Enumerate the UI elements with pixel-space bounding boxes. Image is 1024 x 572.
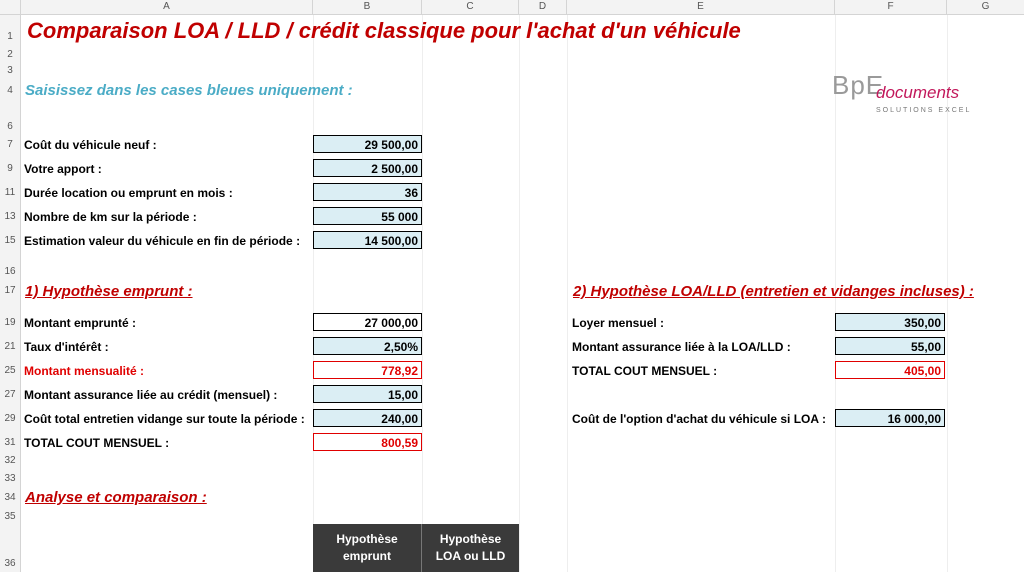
header-hypothese-loa-text: Hypothèse LOA ou LLD [435,532,506,563]
column-header-c[interactable]: C [422,0,519,14]
input-monthly-rent[interactable]: 350,00 [835,313,945,331]
input-maintenance-cost[interactable]: 240,00 [313,409,422,427]
label-purchase-option: Coût de l'option d'achat du véhicule si LOA : [572,412,826,426]
row-number[interactable]: 3 [7,65,13,76]
row-number[interactable]: 16 [4,266,16,277]
label-km: Nombre de km sur la période : [24,210,197,224]
row-number[interactable]: 36 [4,558,16,569]
column-header-f[interactable]: F [835,0,947,14]
logo-product: documents [876,83,960,102]
header-hypothese-emprunt-text: Hypothèse emprunt [336,532,398,563]
input-duration[interactable]: 36 [313,183,422,201]
input-vehicle-cost[interactable]: 29 500,00 [313,135,422,153]
label-total-loan: TOTAL COUT MENSUEL : [24,436,170,450]
label-total-loa: TOTAL COUT MENSUEL : [572,364,718,378]
select-all-corner[interactable] [0,0,21,14]
input-interest-rate[interactable]: 2,50% [313,337,422,355]
label-monthly-payment: Montant mensualité : [24,364,145,378]
row-number[interactable]: 15 [4,235,16,246]
row-number[interactable]: 13 [4,211,16,222]
row-number[interactable]: 29 [4,413,16,424]
gridline [567,15,568,572]
row-number[interactable]: 2 [7,49,13,60]
row-number[interactable]: 7 [7,139,13,150]
label-loan-amount: Montant emprunté : [24,316,136,330]
column-header-bar [0,0,1024,15]
label-duration: Durée location ou emprunt en mois : [24,186,233,200]
row-number[interactable]: 34 [4,492,16,503]
row-number[interactable]: 32 [4,455,16,466]
bpe-documents-logo [832,70,982,120]
value-total-loa[interactable]: 405,00 [835,361,945,379]
column-header-a[interactable]: A [21,0,313,14]
logo-tagline: SOLUTIONS EXCEL [876,107,972,114]
row-number[interactable]: 4 [7,85,13,96]
input-loan-insurance[interactable]: 15,00 [313,385,422,403]
section-title-loa: 2) Hypothèse LOA/LLD (entretien et vidanges incluses) : [573,283,974,300]
row-number[interactable]: 17 [4,285,16,296]
gridline [422,15,423,572]
label-loan-insurance: Montant assurance liée au crédit (mensuel) : [24,388,278,402]
row-number[interactable]: 31 [4,437,16,448]
row-number[interactable]: 35 [4,511,16,522]
label-residual-value: Estimation valeur du véhicule en fin de période : [24,234,301,248]
label-monthly-rent: Loyer mensuel : [572,316,665,330]
instruction-text: Saisissez dans les cases bleues uniquement : [25,82,353,99]
column-header-b[interactable]: B [313,0,422,14]
value-monthly-payment[interactable]: 778,92 [313,361,422,379]
input-residual-value[interactable]: 14 500,00 [313,231,422,249]
label-down-payment: Votre apport : [24,162,102,176]
input-down-payment[interactable]: 2 500,00 [313,159,422,177]
row-number[interactable]: 33 [4,473,16,484]
row-number[interactable]: 25 [4,365,16,376]
section-title-emprunt: 1) Hypothèse emprunt : [25,283,193,300]
input-loa-insurance[interactable]: 55,00 [835,337,945,355]
header-hypothese-loa [422,524,519,572]
label-loa-insurance: Montant assurance liée à la LOA/LLD : [572,340,791,354]
row-number[interactable]: 19 [4,317,16,328]
row-number[interactable]: 9 [7,163,13,174]
logo-brand: BpE [832,70,885,100]
row-number[interactable]: 11 [4,187,16,198]
sheet-title: Comparaison LOA / LLD / crédit classique pour l'achat d'un véhicule [27,18,741,43]
column-header-e[interactable]: E [567,0,835,14]
input-purchase-option[interactable]: 16 000,00 [835,409,945,427]
row-number[interactable]: 6 [7,121,13,132]
label-maintenance-cost: Coût total entretien vidange sur toute la période : [24,412,305,426]
section-title-analyse: Analyse et comparaison : [25,489,207,506]
gridline [519,15,520,572]
label-interest-rate: Taux d'intérêt : [24,340,109,354]
header-hypothese-emprunt [313,524,422,572]
label-vehicle-cost: Coût du véhicule neuf : [24,138,157,152]
value-loan-amount[interactable]: 27 000,00 [313,313,422,331]
row-number[interactable]: 21 [4,341,16,352]
input-km[interactable]: 55 000 [313,207,422,225]
column-header-g[interactable]: G [981,1,990,12]
row-number[interactable]: 1 [7,31,13,42]
value-total-loan[interactable]: 800,59 [313,433,422,451]
column-header-d[interactable]: D [519,0,567,14]
row-number[interactable]: 27 [4,389,16,400]
